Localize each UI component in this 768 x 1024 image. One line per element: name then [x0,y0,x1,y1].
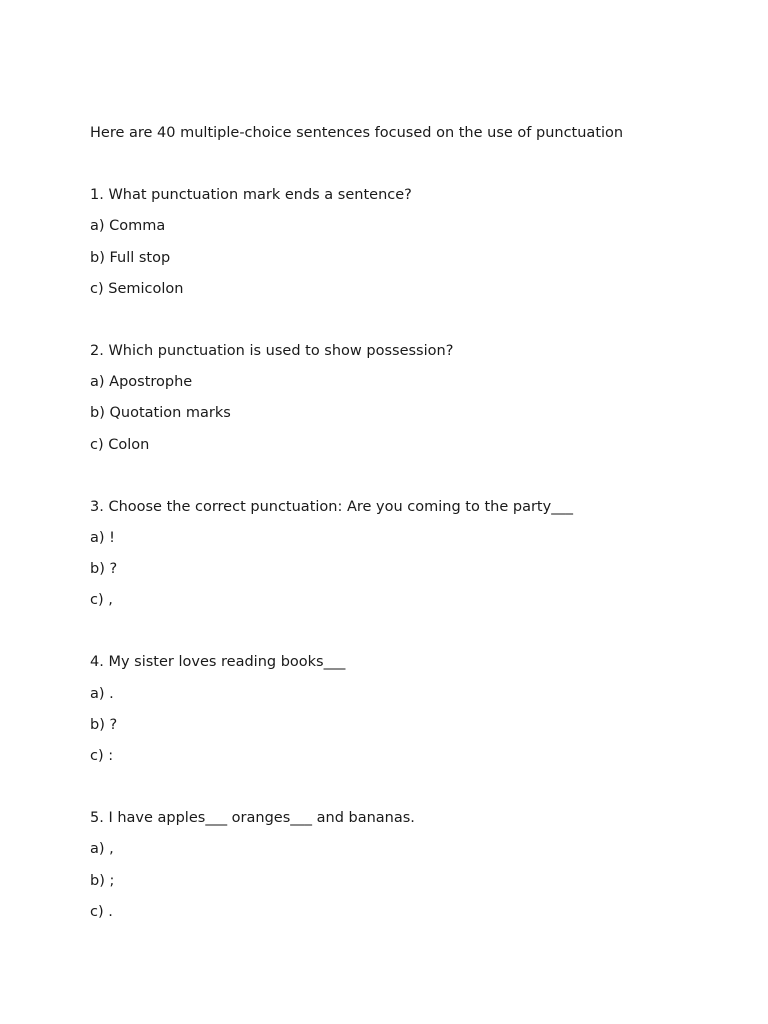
question-1 [90,184,730,309]
option-b: b) ? [90,561,118,578]
option-b: b) Quotation marks [90,405,231,422]
option-a: a) ! [90,529,115,546]
option-c: c) : [90,748,114,764]
question-2 [90,340,730,465]
option-b: b) ; [90,872,115,889]
question-text: 2. Which punctuation is used to show possession? [90,342,454,359]
option-c: c) Colon [90,436,150,453]
option-a: a) , [90,841,114,858]
option-b: b) Full stop [90,249,171,266]
question-text: 3. Choose the correct punctuation: Are you coming to the party___ [90,498,573,515]
question-text: 1. What punctuation mark ends a sentence? [90,187,412,204]
question-5 [90,807,730,932]
option-c: c) . [90,903,113,920]
option-a: a) Comma [90,218,166,235]
intro-text: Here are 40 multiple-choice sentences focused on the use of punctuation [90,125,624,141]
document-page [90,122,730,963]
question-3 [90,496,730,621]
option-b: b) ? [90,716,118,733]
question-text: 4. My sister loves reading books___ [90,654,346,671]
option-a: a) . [90,685,114,702]
option-a: a) Apostrophe [90,374,193,391]
question-4 [90,651,730,776]
question-text: 5. I have apples___ oranges___ and bananas. [90,810,415,827]
option-c: c) Semicolon [90,280,184,297]
option-c: c) , [90,592,113,609]
